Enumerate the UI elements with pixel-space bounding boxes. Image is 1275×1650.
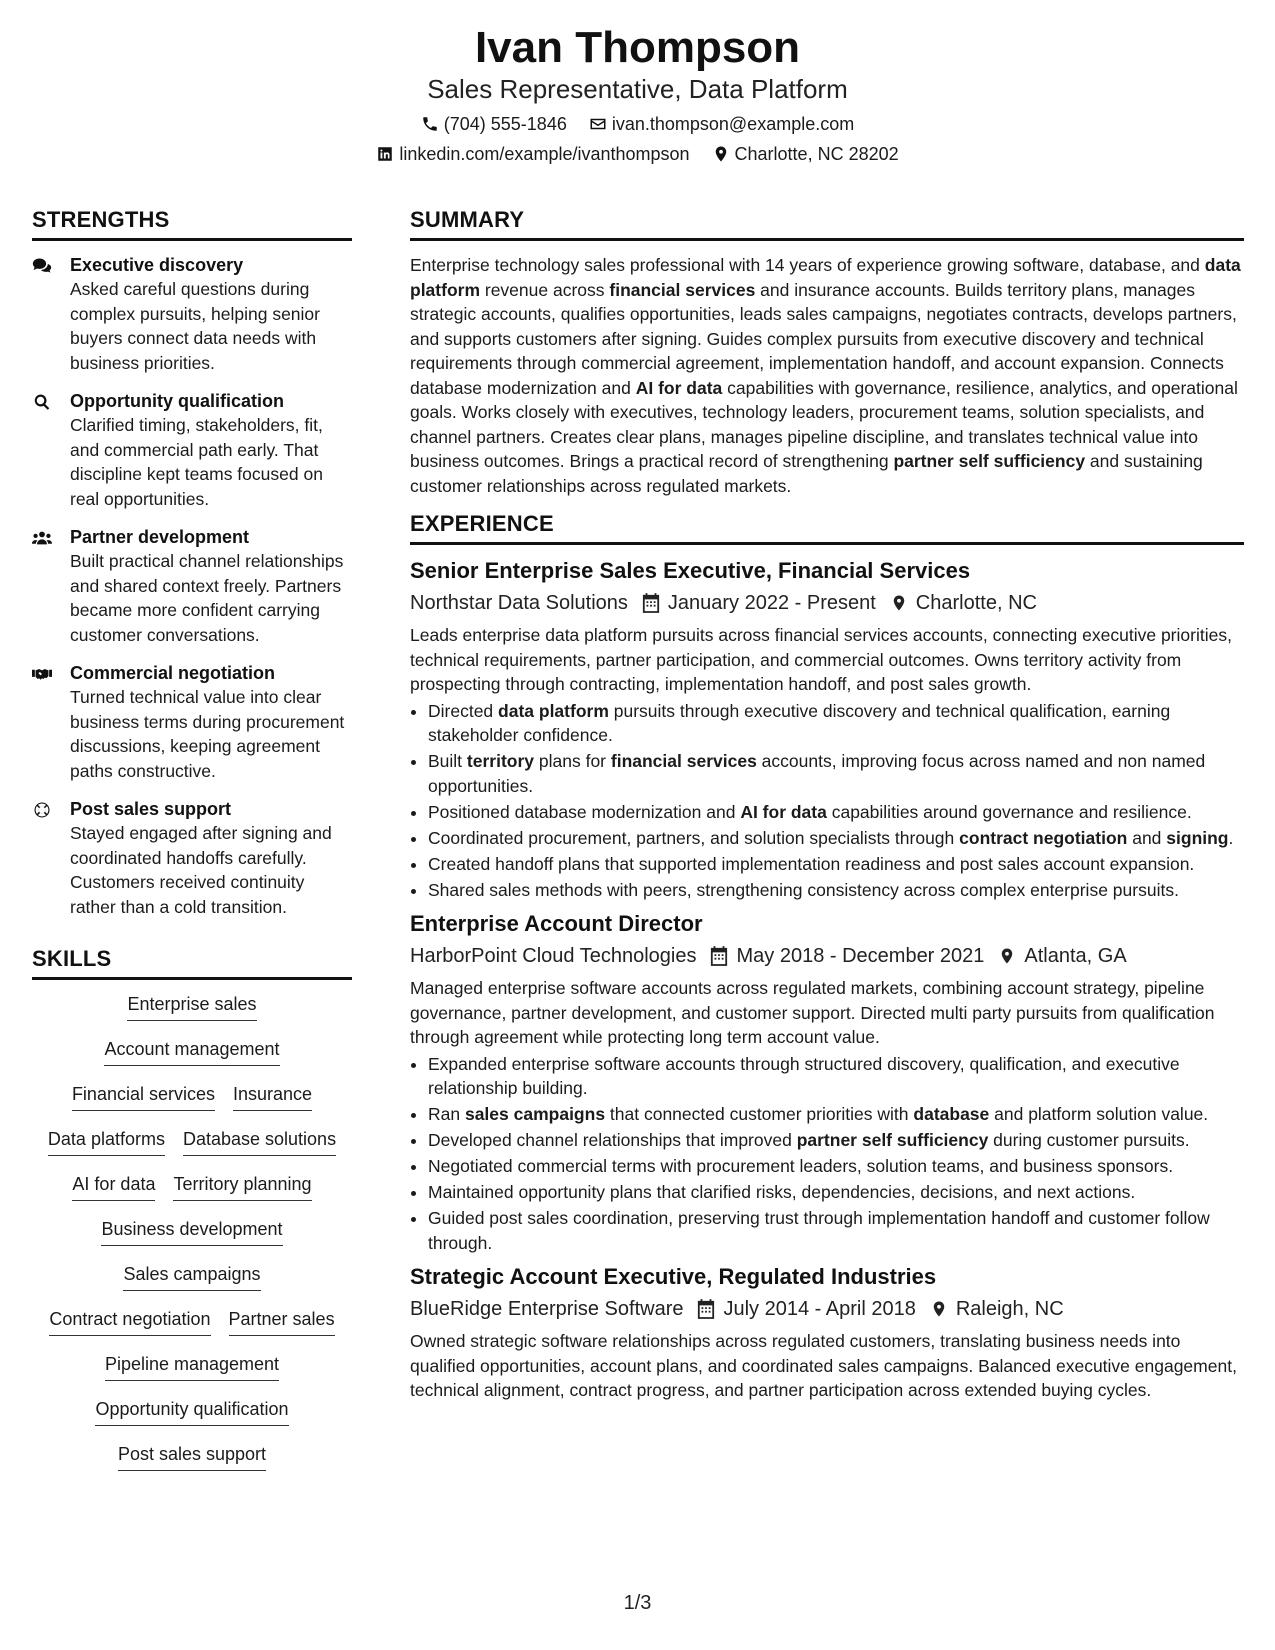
calendar-icon bbox=[642, 593, 660, 613]
skill-tag: Post sales support bbox=[118, 1442, 266, 1471]
strength-description: Clarified timing, stakeholders, fit, and commercial path early. That discipline kept teams focused on real opportunities. bbox=[70, 415, 323, 509]
job-location: Atlanta, GA bbox=[1024, 945, 1127, 967]
strength-title: Executive discovery bbox=[70, 255, 244, 275]
strength-item bbox=[32, 661, 352, 783]
summary-text: Enterprise technology sales professional with 14 years of experience growing software, database, and data platform revenue across financial services and insurance accounts. Builds territory plans, manages strategic accounts, qualifies opportunities, leads sales campaigns, negotiates contracts, develops partners, and supports customers after signing. Guides complex pursuits from executive discovery and technical requirements through commercial agreement, implementation handoff, and account expansion. Connects database modernization and AI for data capabilities with governance, resilience, analytics, and operational goals. Works closely with executives, technology leaders, procurement teams, solution specialists, and channel partners. Creates clear plans, manages pipeline discipline, and translates technical value into business outcomes. Brings a practical record of strengthening partner self sufficiency and sustaining customer relationships across regulated markets. bbox=[410, 255, 1241, 496]
skill-tag: Opportunity qualification bbox=[95, 1397, 288, 1426]
job-meta bbox=[410, 1295, 1244, 1323]
job-meta bbox=[410, 942, 1244, 970]
job-title: Senior Enterprise Sales Executive, Financial Services bbox=[410, 558, 971, 583]
map-marker-icon bbox=[998, 946, 1016, 966]
strength-title: Partner development bbox=[70, 527, 250, 547]
map-marker-icon bbox=[712, 145, 730, 163]
job-bullet: • Created handoff plans that supported implementation readiness and post sales account expansion. bbox=[428, 852, 1244, 877]
strengths-list bbox=[32, 253, 352, 919]
strength-title: Opportunity qualification bbox=[70, 391, 284, 411]
job-bullet: • Ran sales campaigns that connected customer priorities with database and platform solution value. bbox=[428, 1102, 1244, 1127]
strength-description: Turned technical value into clear business terms during procurement discussions, keeping agreement paths constructive. bbox=[70, 687, 345, 781]
strength-description: Asked careful questions during complex pursuits, helping senior buyers connect data needs with business priorities. bbox=[70, 279, 320, 373]
linkedin-url[interactable]: linkedin.com/example/ivanthompson bbox=[399, 144, 690, 164]
job-location: Raleigh, NC bbox=[955, 1298, 1064, 1320]
job-bullet: • Directed data platform pursuits through executive discovery and technical qualification, earning stakeholder confidence. bbox=[428, 699, 1244, 748]
job-bullets bbox=[410, 1052, 1244, 1256]
job-bullet: • Positioned database modernization and AI for data capabilities around governance and resilience. bbox=[428, 800, 1244, 825]
location-contact bbox=[712, 142, 899, 166]
phone-icon bbox=[421, 115, 439, 133]
search-icon bbox=[32, 393, 52, 411]
job-summary: Managed enterprise software accounts across regulated markets, combining account strategy, pipeline governance, partner development, and customer support. Directed multi party pursuits from qualification through agreement while protecting long term account value. bbox=[410, 978, 1215, 1047]
job-meta bbox=[410, 589, 1244, 617]
job-company: HarborPoint Cloud Technologies bbox=[410, 945, 697, 967]
job-company: Northstar Data Solutions bbox=[410, 592, 628, 614]
summary-heading: SUMMARY bbox=[410, 206, 1244, 241]
resume-header bbox=[0, 22, 1275, 166]
skills-list bbox=[32, 992, 352, 1487]
calendar-icon bbox=[697, 1299, 715, 1319]
job-dates: January 2022 - Present bbox=[667, 592, 876, 614]
job-dates: July 2014 - April 2018 bbox=[723, 1298, 916, 1320]
job-company: BlueRidge Enterprise Software bbox=[410, 1298, 684, 1320]
skill-tag: Enterprise sales bbox=[127, 992, 256, 1021]
map-marker-icon bbox=[930, 1299, 948, 1319]
strength-item bbox=[32, 389, 352, 511]
skill-tag: Insurance bbox=[233, 1082, 312, 1111]
phone-contact bbox=[421, 112, 567, 136]
skill-tag: Data platforms bbox=[48, 1127, 165, 1156]
job-entry bbox=[410, 557, 1244, 902]
job-bullet: • Coordinated procurement, partners, and solution specialists through contract negotiation and signing. bbox=[428, 826, 1244, 851]
skill-tag: Database solutions bbox=[183, 1127, 336, 1156]
skill-tag: Financial services bbox=[72, 1082, 215, 1111]
calendar-icon bbox=[710, 946, 728, 966]
job-bullet: • Guided post sales coordination, preserving trust through implementation handoff and customer follow through. bbox=[428, 1206, 1244, 1255]
right-column bbox=[410, 206, 1244, 1403]
candidate-title: Sales Representative, Data Platform bbox=[427, 74, 848, 104]
strength-description: Stayed engaged after signing and coordinated handoffs carefully. Customers received continuity rather than a cold transition. bbox=[70, 823, 332, 917]
skill-tag: Pipeline management bbox=[105, 1352, 279, 1381]
candidate-name: Ivan Thompson bbox=[474, 23, 801, 72]
email-contact[interactable] bbox=[589, 112, 854, 136]
job-entry bbox=[410, 1263, 1244, 1403]
skill-tag: Partner sales bbox=[229, 1307, 335, 1336]
skill-tag: Territory planning bbox=[173, 1172, 311, 1201]
job-title: Strategic Account Executive, Regulated Industries bbox=[410, 1264, 937, 1289]
location-text: Charlotte, NC 28202 bbox=[734, 144, 899, 164]
job-summary: Owned strategic software relationships across regulated customers, translating business needs into qualified opportunities, account plans, and coordinated sales campaigns. Balanced executive engagement, technical alignment, contract progress, and partner participation across extended buying cycles. bbox=[410, 1331, 1237, 1400]
strength-title: Commercial negotiation bbox=[70, 663, 276, 683]
linkedin-icon bbox=[376, 145, 394, 163]
strength-item bbox=[32, 253, 352, 375]
email-address[interactable]: ivan.thompson@example.com bbox=[611, 114, 855, 134]
job-summary: Leads enterprise data platform pursuits across financial services accounts, connecting executive priorities, technical requirements, partner participation, and commercial outcomes. Owns territory activity from prospecting through contracting, implementation handoff, and post sales growth. bbox=[410, 625, 1232, 694]
handshake-icon bbox=[32, 665, 52, 683]
strength-description: Built practical channel relationships and shared context freely. Partners became more confident carrying customer conversations. bbox=[70, 551, 344, 645]
strengths-heading: STRENGTHS bbox=[32, 206, 352, 241]
job-entry bbox=[410, 910, 1244, 1255]
skills-heading: SKILLS bbox=[32, 945, 352, 980]
phone-number: (704) 555-1846 bbox=[443, 114, 567, 134]
job-title: Enterprise Account Director bbox=[410, 911, 703, 936]
contact-row-1 bbox=[0, 112, 1275, 136]
job-bullet: • Developed channel relationships that improved partner self sufficiency during customer pursuits. bbox=[428, 1128, 1244, 1153]
strength-item bbox=[32, 525, 352, 647]
job-location: Charlotte, NC bbox=[915, 592, 1037, 614]
contact-row-2 bbox=[0, 142, 1275, 166]
page-number: 1/3 bbox=[623, 1592, 652, 1614]
job-bullet: • Shared sales methods with peers, strengthening consistency across complex enterprise pursuits. bbox=[428, 878, 1244, 903]
job-bullet: • Built territory plans for financial services accounts, improving focus across named and non named opportunities. bbox=[428, 749, 1244, 798]
linkedin-contact[interactable] bbox=[376, 142, 689, 166]
skill-tag: AI for data bbox=[72, 1172, 155, 1201]
comments-icon bbox=[32, 257, 52, 275]
experience-heading: EXPERIENCE bbox=[410, 510, 1244, 545]
skill-tag: Sales campaigns bbox=[123, 1262, 260, 1291]
job-bullets bbox=[410, 699, 1244, 903]
strength-item bbox=[32, 797, 352, 919]
skill-tag: Account management bbox=[104, 1037, 279, 1066]
strength-title: Post sales support bbox=[70, 799, 232, 819]
skill-tag: Business development bbox=[101, 1217, 282, 1246]
job-bullet: • Negotiated commercial terms with procurement leaders, solution teams, and business sponsors. bbox=[428, 1154, 1244, 1179]
job-dates: May 2018 - December 2021 bbox=[736, 945, 985, 967]
job-bullet: • Maintained opportunity plans that clarified risks, dependencies, decisions, and next actions. bbox=[428, 1180, 1244, 1205]
left-column bbox=[32, 206, 352, 1487]
users-icon bbox=[32, 529, 52, 547]
envelope-icon bbox=[589, 115, 607, 133]
life-ring-icon bbox=[32, 801, 52, 819]
map-marker-icon bbox=[890, 593, 908, 613]
job-bullet: • Expanded enterprise software accounts through structured discovery, qualification, and executive relationship building. bbox=[428, 1052, 1244, 1101]
skill-tag: Contract negotiation bbox=[49, 1307, 210, 1336]
